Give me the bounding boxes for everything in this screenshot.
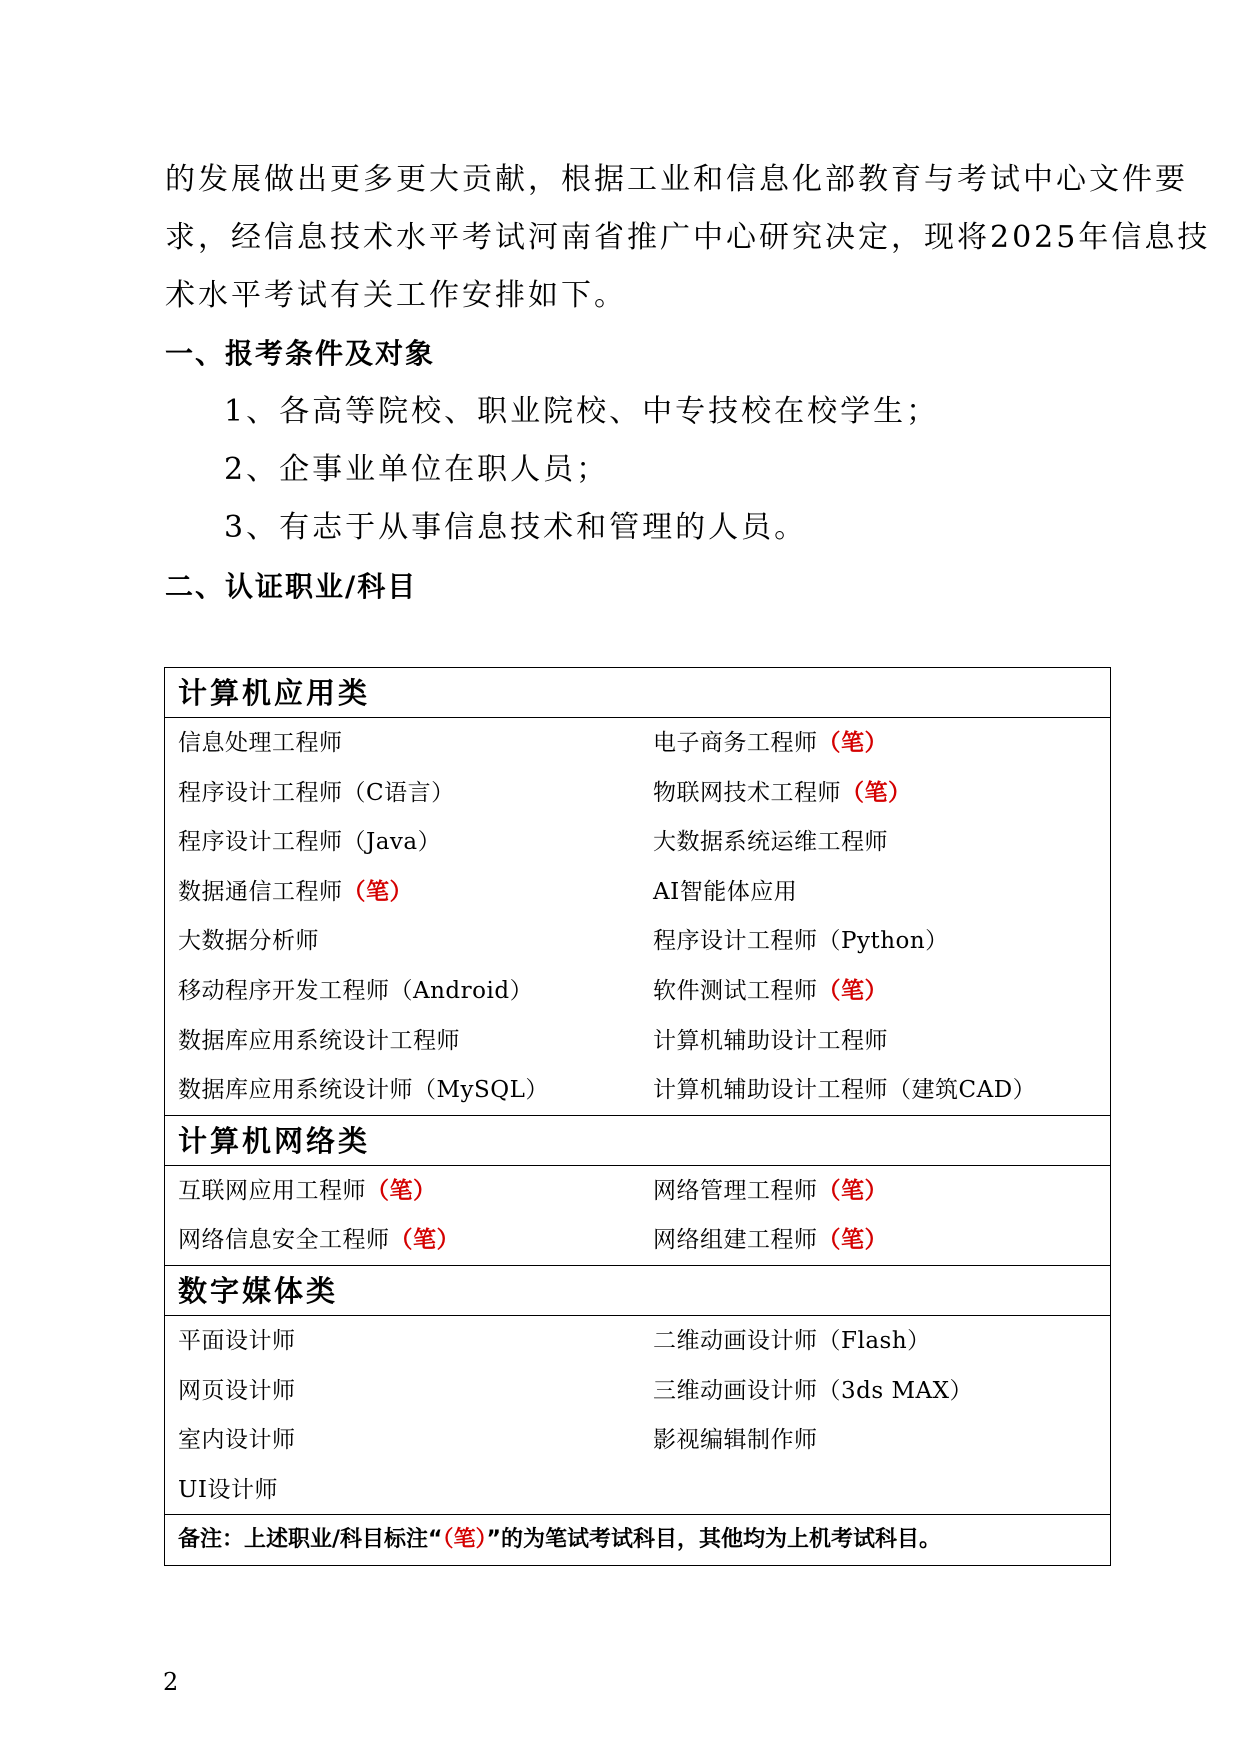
subject-item	[653, 1215, 1110, 1265]
subject-name: 网络组建工程师	[653, 1227, 818, 1254]
subject-name: 数据库应用系统设计工程师	[178, 1027, 460, 1054]
subject-item	[653, 867, 1110, 917]
category-header: 数字媒体类	[165, 1266, 1110, 1316]
eligibility-item-1: 1、各高等院校、职业院校、中专技校在校学生；	[224, 394, 940, 429]
subject-item	[178, 1166, 653, 1216]
subject-item	[178, 867, 653, 917]
subject-item	[178, 1016, 653, 1066]
subject-name: 网络信息安全工程师	[178, 1227, 390, 1254]
category-header: 计算机网络类	[165, 1116, 1110, 1166]
section-heading-eligibility: 一、报考条件及对象	[165, 337, 436, 370]
eligibility-item-3: 3、有志于从事信息技术和管理的人员。	[224, 510, 808, 545]
subject-name: 互联网应用工程师	[178, 1177, 366, 1204]
subject-item	[653, 916, 1110, 966]
subject-name: 大数据系统运维工程师	[653, 829, 888, 856]
written-exam-mark: （笔）	[817, 1226, 888, 1254]
note-suffix: ”的为笔试考试科目，其他均为上机考试科目。	[486, 1527, 941, 1553]
subject-item	[653, 1016, 1110, 1066]
subject-item	[653, 1166, 1110, 1216]
subject-item	[653, 1316, 1110, 1366]
written-exam-mark: （笔）	[817, 1176, 888, 1204]
note-written-mark: （笔）	[442, 1527, 487, 1553]
written-exam-mark: （笔）	[817, 729, 888, 756]
category-body	[165, 1316, 1110, 1515]
subject-name: 网络管理工程师	[653, 1177, 818, 1204]
subject-name: 物联网技术工程师	[653, 779, 841, 806]
subject-name: 信息处理工程师	[178, 730, 343, 756]
table-note	[165, 1515, 1110, 1565]
subject-name: 移动程序开发工程师（Android）	[178, 977, 534, 1004]
eligibility-item-2: 2、企事业单位在职人员；	[224, 452, 610, 487]
intro-line-3: 术水平考试有关工作安排如下。	[165, 278, 627, 313]
subject-item	[178, 966, 653, 1016]
subject-item	[178, 1415, 653, 1465]
subject-item	[178, 817, 653, 867]
written-exam-mark: （笔）	[817, 976, 888, 1004]
intro-line-2: 求，经信息技术水平考试河南省推广中心研究决定，现将2025年信息技	[165, 220, 1211, 255]
subject-item	[178, 916, 653, 966]
subject-name: 平面设计师	[178, 1327, 296, 1354]
subject-item	[653, 817, 1110, 867]
subject-item	[653, 1415, 1110, 1465]
subject-name: 三维动画设计师（3ds MAX）	[653, 1377, 974, 1404]
subject-item	[178, 1465, 653, 1515]
subject-item	[178, 1215, 653, 1265]
written-exam-mark: （笔）	[389, 1226, 460, 1254]
subject-item	[178, 718, 653, 768]
subject-name: 计算机辅助设计工程师	[653, 1027, 888, 1054]
written-exam-mark: （笔）	[841, 778, 912, 806]
category-body	[165, 1166, 1110, 1266]
subject-item	[653, 718, 1110, 768]
subject-name: 软件测试工程师	[653, 977, 818, 1004]
subject-item	[653, 966, 1110, 1016]
subject-item	[178, 1366, 653, 1416]
subject-name: 大数据分析师	[178, 928, 319, 955]
category-header: 计算机应用类	[165, 668, 1110, 718]
written-exam-mark: （笔）	[366, 1176, 437, 1204]
subject-item	[653, 768, 1110, 818]
page-number: 2	[163, 1668, 179, 1696]
note-prefix: 备注：上述职业/科目标注“	[178, 1527, 443, 1553]
subject-name: UI设计师	[178, 1476, 278, 1503]
subject-item	[653, 1065, 1110, 1115]
subject-name: 数据库应用系统设计师（MySQL）	[178, 1077, 549, 1104]
subject-name: 程序设计工程师（C语言）	[178, 779, 455, 806]
subject-item	[178, 1065, 653, 1115]
subject-name: 计算机辅助设计工程师（建筑CAD）	[653, 1077, 1037, 1104]
subject-item	[178, 1316, 653, 1366]
subject-name: 影视编辑制作师	[653, 1427, 818, 1454]
subject-name: 网页设计师	[178, 1377, 296, 1404]
subject-item	[653, 1366, 1110, 1416]
subject-item	[178, 768, 653, 818]
written-exam-mark: （笔）	[342, 877, 413, 905]
intro-line-1: 的发展做出更多更大贡献，根据工业和信息化部教育与考试中心文件要	[165, 162, 1188, 197]
category-body	[165, 718, 1110, 1116]
subject-name: 数据通信工程师	[178, 878, 343, 905]
section-heading-subjects: 二、认证职业/科目	[165, 570, 418, 603]
subjects-table	[164, 667, 1111, 1566]
subject-name: 二维动画设计师（Flash）	[653, 1327, 931, 1354]
subject-name: 程序设计工程师（Java）	[178, 829, 442, 856]
subject-name: 程序设计工程师（Python）	[653, 928, 949, 955]
subject-name: AI智能体应用	[653, 878, 798, 905]
subject-name: 室内设计师	[178, 1427, 296, 1454]
subject-name: 电子商务工程师	[653, 730, 818, 756]
